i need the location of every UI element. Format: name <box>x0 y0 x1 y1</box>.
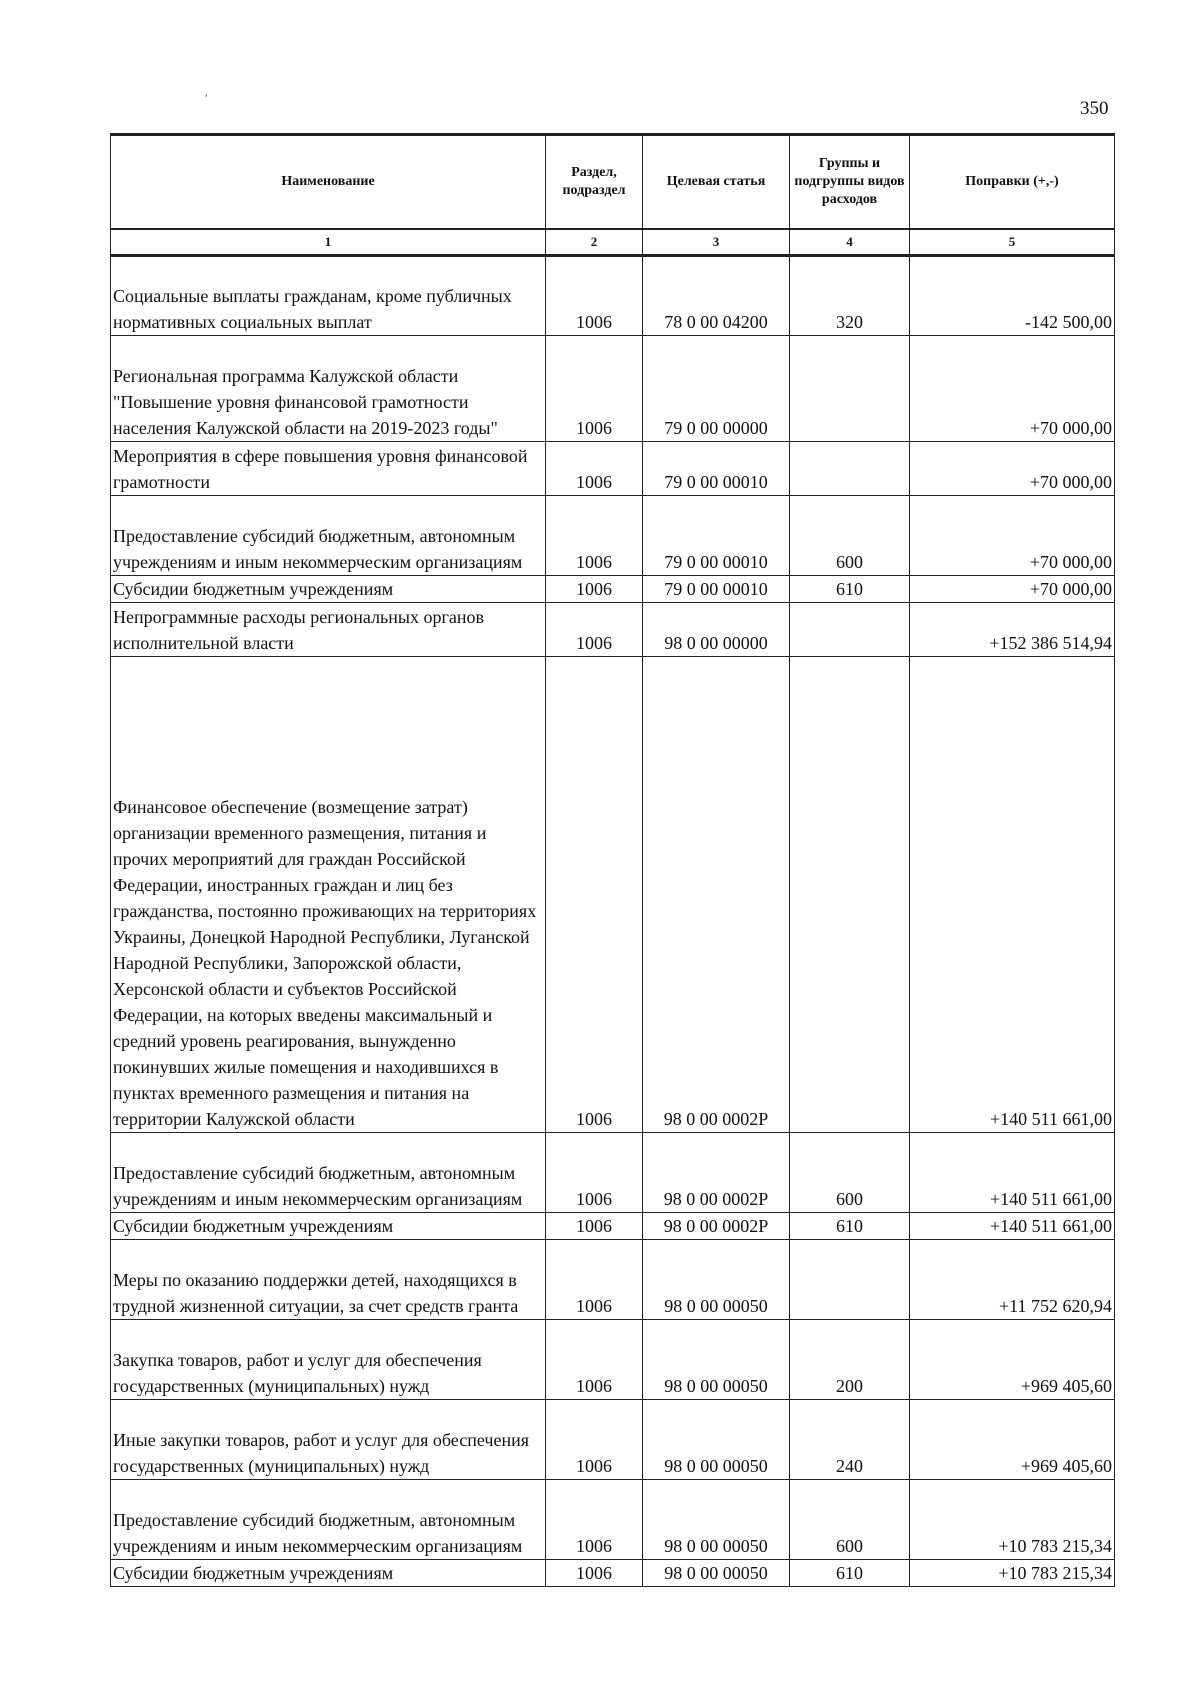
column-number: 2 <box>546 229 643 256</box>
row-article: 98 0 00 00050 <box>643 1480 790 1560</box>
row-section: 1006 <box>546 1480 643 1560</box>
row-group: 200 <box>790 1320 910 1400</box>
row-group: 610 <box>790 1213 910 1240</box>
row-amount: +10 783 215,34 <box>910 1480 1115 1560</box>
column-number: 1 <box>111 229 546 256</box>
row-article: 79 0 00 00010 <box>643 442 790 496</box>
row-article: 78 0 00 04200 <box>643 256 790 336</box>
scan-mark: ′ <box>205 91 208 105</box>
budget-table <box>110 133 1115 1587</box>
row-article: 98 0 00 00050 <box>643 1400 790 1480</box>
row-section: 1006 <box>546 1213 643 1240</box>
table-row <box>111 1560 1115 1587</box>
row-name: Непрограммные расходы региональных органов исполнительной власти <box>111 603 546 657</box>
row-name: Иные закупки товаров, работ и услуг для обеспечения государственных (муниципальных) нужд <box>111 1400 546 1480</box>
row-group <box>790 442 910 496</box>
table-row <box>111 1400 1115 1480</box>
table-row <box>111 1213 1115 1240</box>
row-group <box>790 336 910 442</box>
row-name: Закупка товаров, работ и услуг для обеспечения государственных (муниципальных) нужд <box>111 1320 546 1400</box>
row-name: Финансовое обеспечение (возмещение затрат) организации временного размещения, питания и прочих мероприятий для граждан Российской Федерации, иностранных граждан и лиц без гражданства, постоянно проживающих на территориях Украины, Донецкой Народной Республики, Луганской Народной Республики, Запорожской области, Херсонской области и субъектов Российской Федерации, на которых введены максимальный и средний уровень реагирования, вынужденно покинувших жилые помещения и находившихся в пунктах временного размещения и питания на территории Калужской области <box>111 657 546 1133</box>
row-section: 1006 <box>546 1240 643 1320</box>
row-article: 79 0 00 00000 <box>643 336 790 442</box>
table-row <box>111 336 1115 442</box>
row-section: 1006 <box>546 256 643 336</box>
row-amount: +10 783 215,34 <box>910 1560 1115 1587</box>
row-section: 1006 <box>546 657 643 1133</box>
header-article: Целевая статья <box>643 135 790 230</box>
table-row <box>111 1480 1115 1560</box>
row-amount: +70 000,00 <box>910 336 1115 442</box>
row-name: Субсидии бюджетным учреждениям <box>111 1560 546 1587</box>
table-row <box>111 657 1115 1133</box>
header-amendments: Поправки (+,-) <box>910 135 1115 230</box>
row-amount: +969 405,60 <box>910 1400 1115 1480</box>
row-group <box>790 1240 910 1320</box>
row-group: 240 <box>790 1400 910 1480</box>
table-row <box>111 603 1115 657</box>
row-name: Субсидии бюджетным учреждениям <box>111 576 546 603</box>
row-group <box>790 603 910 657</box>
row-amount: +70 000,00 <box>910 576 1115 603</box>
row-name: Предоставление субсидий бюджетным, автономным учреждениям и иным некоммерческим организациям <box>111 1480 546 1560</box>
row-section: 1006 <box>546 603 643 657</box>
row-name: Социальные выплаты гражданам, кроме публичных нормативных социальных выплат <box>111 256 546 336</box>
row-article: 98 0 00 0002Р <box>643 657 790 1133</box>
row-group: 610 <box>790 576 910 603</box>
column-number: 4 <box>790 229 910 256</box>
row-amount: +152 386 514,94 <box>910 603 1115 657</box>
row-group: 320 <box>790 256 910 336</box>
table-row <box>111 1240 1115 1320</box>
page-number: 350 <box>1080 98 1109 119</box>
table-row <box>111 576 1115 603</box>
column-number: 3 <box>643 229 790 256</box>
table-row <box>111 1320 1115 1400</box>
row-amount: +140 511 661,00 <box>910 1133 1115 1213</box>
row-name: Предоставление субсидий бюджетным, автономным учреждениям и иным некоммерческим организациям <box>111 496 546 576</box>
row-amount: +140 511 661,00 <box>910 657 1115 1133</box>
table-row <box>111 442 1115 496</box>
row-section: 1006 <box>546 336 643 442</box>
table-header-row <box>111 135 1115 230</box>
row-name: Меры по оказанию поддержки детей, находящихся в трудной жизненной ситуации, за счет средств гранта <box>111 1240 546 1320</box>
row-section: 1006 <box>546 1133 643 1213</box>
row-group: 610 <box>790 1560 910 1587</box>
row-section: 1006 <box>546 576 643 603</box>
header-section: Раздел, подраздел <box>546 135 643 230</box>
row-group: 600 <box>790 496 910 576</box>
row-article: 98 0 00 0002Р <box>643 1133 790 1213</box>
row-group: 600 <box>790 1480 910 1560</box>
row-amount: +140 511 661,00 <box>910 1213 1115 1240</box>
table-row <box>111 1133 1115 1213</box>
row-amount: +70 000,00 <box>910 442 1115 496</box>
table-row <box>111 256 1115 336</box>
row-article: 98 0 00 00050 <box>643 1320 790 1400</box>
row-section: 1006 <box>546 442 643 496</box>
row-amount: +70 000,00 <box>910 496 1115 576</box>
table-row <box>111 496 1115 576</box>
row-section: 1006 <box>546 496 643 576</box>
row-name: Предоставление субсидий бюджетным, автономным учреждениям и иным некоммерческим организациям <box>111 1133 546 1213</box>
row-section: 1006 <box>546 1560 643 1587</box>
row-article: 98 0 00 00000 <box>643 603 790 657</box>
row-name: Субсидии бюджетным учреждениям <box>111 1213 546 1240</box>
column-number: 5 <box>910 229 1115 256</box>
row-article: 79 0 00 00010 <box>643 576 790 603</box>
row-article: 98 0 00 00050 <box>643 1240 790 1320</box>
row-group <box>790 657 910 1133</box>
row-amount: -142 500,00 <box>910 256 1115 336</box>
row-section: 1006 <box>546 1320 643 1400</box>
header-name: Наименование <box>111 135 546 230</box>
header-groups: Группы и подгруппы видов расходов <box>790 135 910 230</box>
row-amount: +969 405,60 <box>910 1320 1115 1400</box>
column-number-row <box>111 229 1115 256</box>
row-article: 79 0 00 00010 <box>643 496 790 576</box>
row-group: 600 <box>790 1133 910 1213</box>
row-amount: +11 752 620,94 <box>910 1240 1115 1320</box>
row-name: Мероприятия в сфере повышения уровня финансовой грамотности <box>111 442 546 496</box>
row-section: 1006 <box>546 1400 643 1480</box>
row-article: 98 0 00 0002Р <box>643 1213 790 1240</box>
row-name: Региональная программа Калужской области "Повышение уровня финансовой грамотности населения Калужской области на 2019-2023 годы" <box>111 336 546 442</box>
row-article: 98 0 00 00050 <box>643 1560 790 1587</box>
